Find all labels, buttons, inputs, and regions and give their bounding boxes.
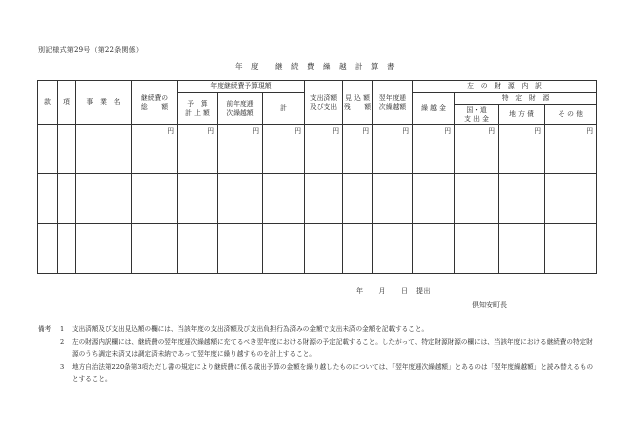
header-budget-group: 年度継続費予算現額 (178, 81, 305, 93)
table-row (38, 174, 597, 224)
header-next-year-carry (373, 81, 413, 125)
note-number: 2 (60, 337, 65, 346)
note-item (38, 323, 598, 336)
form-number: 別記様式第29号（第22条関係） (38, 46, 144, 54)
header-specific-funds-group: 特 定 財 源 (455, 93, 597, 105)
cell (413, 174, 455, 224)
cell (218, 224, 263, 274)
mayor-name: 倶知安町長 (472, 301, 507, 309)
cell (455, 174, 499, 224)
header-funding-group: 左 の 財 源 内 訳 (413, 81, 597, 93)
yen-unit: 円 (132, 125, 178, 174)
cell (499, 174, 545, 224)
header-remaining (343, 81, 373, 125)
header-other: そ の 他 (545, 105, 597, 125)
note-item (38, 336, 598, 361)
cell (545, 224, 597, 274)
cell (38, 174, 58, 224)
submission-date: 年 月 日 提出 (356, 287, 431, 295)
note-item (38, 361, 598, 386)
note-text: 支出済額及び支出見込額の欄には、当該年度の支出済額及び支出負担行為済みの金額で支出未済の金額を記載すること。 (72, 325, 429, 333)
note-text: 地方自治法第220条第3項ただし書の規定により継続費に係る歳出予算の金額を繰り越したものについては、「翌年度逓次繰越額」とあるのは「翌年度繰越額」と読み替えるものとすること。 (72, 362, 594, 383)
header-remaining-line1: 見 込 額 (345, 94, 370, 103)
header-total: 計 (263, 93, 305, 125)
yen-unit: 円 (455, 125, 499, 174)
header-keizoku-line1: 継続費の (140, 94, 169, 103)
header-expended-line2: 及び支出 (309, 102, 338, 111)
cell (76, 224, 132, 274)
header-national-prefectural (455, 105, 499, 125)
yen-unit: 円 (178, 125, 218, 174)
header-expended (305, 81, 343, 125)
yen-unit: 円 (373, 125, 413, 174)
note-text: 左の財源内訳欄には、継続費の翌年度逓次繰越額に充てるべき翌年度における財源の予定記載すること。したがって、特定財源財源の欄には、当該年度における継続費の特定財源のうち調定未済又は調定済未納であって翌年度に繰り越すものを計上すること。 (72, 337, 593, 358)
header-kou: 項 (58, 81, 76, 125)
cell (373, 224, 413, 274)
cell (58, 224, 76, 274)
header-budget-amount (178, 93, 218, 125)
yen-unit: 円 (499, 125, 545, 174)
cell (76, 174, 132, 224)
header-keizoku-line2: 総 額 (140, 102, 169, 111)
cell (58, 174, 76, 224)
header-carryover-funds: 繰 越 金 (413, 93, 455, 125)
cell (373, 174, 413, 224)
yen-unit: 円 (545, 125, 597, 174)
cell (413, 224, 455, 274)
header-kan: 款 (38, 81, 58, 125)
header-national-line2: 支 出 金 (464, 114, 489, 123)
cell (132, 174, 178, 224)
cell (178, 174, 218, 224)
cell (343, 224, 373, 274)
header-expended-line1: 支出済額 (309, 94, 338, 103)
yen-unit: 円 (343, 125, 373, 174)
yen-unit: 円 (305, 125, 343, 174)
yen-unit: 円 (413, 125, 455, 174)
header-keizoku-total (132, 81, 178, 125)
yen-unit: 円 (218, 125, 263, 174)
document-title: 年 度 継 続 費 繰 越 計 算 書 (235, 62, 395, 71)
carryover-table (37, 80, 597, 274)
header-local-bonds: 地 方 債 (499, 105, 545, 125)
table-row (38, 224, 597, 274)
header-budget-line1: 予 算 (187, 100, 208, 109)
header-prev-year-line1: 前年度逓 (226, 100, 254, 109)
cell (178, 224, 218, 274)
notes-head: 備考 (38, 325, 52, 333)
yen-unit: 円 (263, 125, 305, 174)
header-remaining-line2: 残 額 (343, 102, 372, 111)
note-number: 1 (60, 325, 65, 333)
header-prev-year-line2: 次繰越額 (226, 108, 254, 117)
header-national-line1: 国・道 (466, 106, 487, 115)
table-row (38, 125, 597, 174)
cell (545, 174, 597, 224)
header-budget-line2: 計 上 額 (185, 108, 210, 117)
cell (58, 125, 76, 174)
cell (38, 224, 58, 274)
cell (76, 125, 132, 174)
cell (263, 224, 305, 274)
cell (305, 174, 343, 224)
cell (132, 224, 178, 274)
cell (263, 174, 305, 224)
header-next-year-line1: 翌年度逓 (378, 94, 407, 103)
cell (455, 224, 499, 274)
notes-section (38, 323, 598, 386)
cell (305, 224, 343, 274)
cell (499, 224, 545, 274)
header-prev-year-carry (218, 93, 263, 125)
cell (38, 125, 58, 174)
note-number: 3 (60, 362, 65, 371)
header-project-name: 事 業 名 (76, 81, 132, 125)
cell (343, 174, 373, 224)
cell (218, 174, 263, 224)
header-next-year-line2: 次繰越額 (378, 102, 407, 111)
